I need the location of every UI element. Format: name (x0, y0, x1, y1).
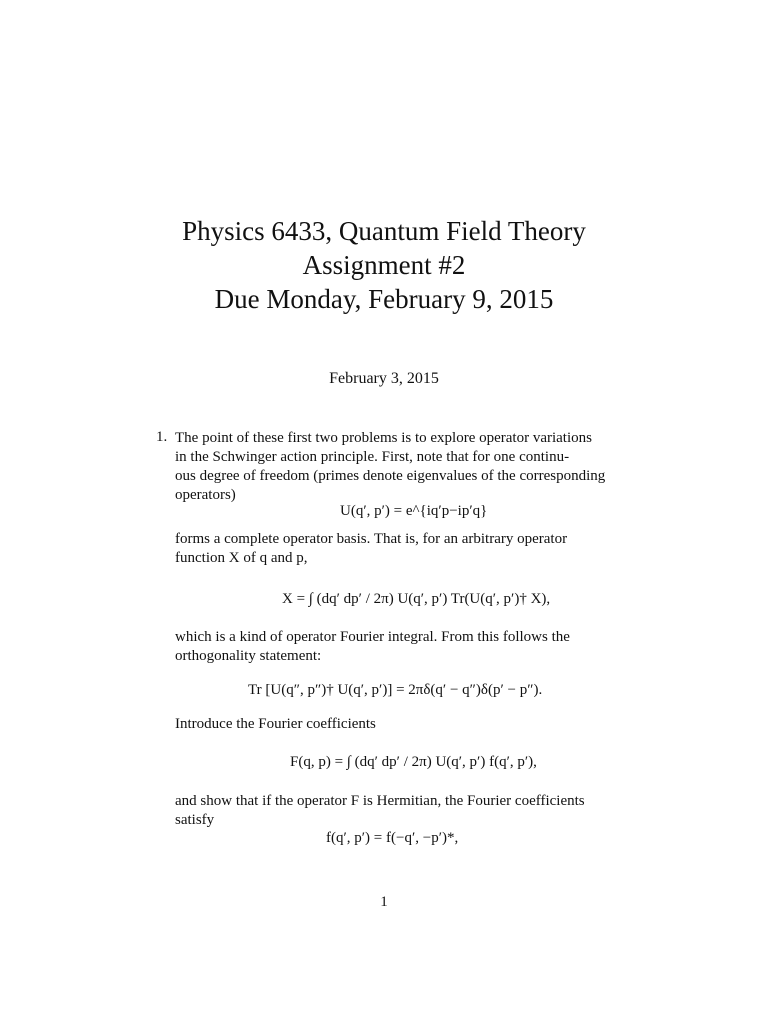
paragraph-basis (175, 530, 635, 568)
text-line: The point of these first two problems is to explore operator variations (175, 430, 592, 446)
paragraph-orthogonality (175, 628, 635, 666)
text-line: which is a kind of operator Fourier integral. From this follows the (175, 629, 570, 645)
problem-intro (175, 429, 635, 505)
text-line: forms a complete operator basis. That is, for an arbitrary operator (175, 531, 568, 547)
title-line-3: Due Monday, February 9, 2015 (214, 284, 554, 314)
text-line: and show that if the operator F is Hermitian, the Fourier coefficients (175, 793, 585, 809)
equation-orthogonality: Tr [U(q″, p″)† U(q′, p′)] = 2πδ(q′ − q″)δ(p′ − p″). (248, 682, 543, 698)
document-date: February 3, 2015 (329, 370, 439, 387)
title-line-1: Physics 6433, Quantum Field Theory (182, 216, 586, 246)
text-line: in the Schwinger action principle. First, note that for one continu- (175, 449, 570, 465)
equation-hermitian-condition: f(q′, p′) = f(−q′, −p′)*, (326, 830, 459, 846)
problem-number: 1. (156, 429, 168, 445)
title-line-2: Assignment #2 (302, 250, 466, 280)
page-number: 1 (380, 894, 388, 910)
equation-coefficients: F(q, p) = ∫ (dq′ dp′ / 2π) U(q′, p′) f(q′, p′), (290, 754, 537, 770)
text-line: satisfy (175, 812, 215, 828)
paragraph-hermitian (175, 792, 635, 830)
text-line: ous degree of freedom (primes denote eigenvalues of the corresponding (175, 468, 606, 484)
equation-basis: U(q′, p′) = e^{iq′p−ip′q} (340, 503, 488, 519)
text-line: orthogonality statement: (175, 648, 322, 664)
equation-fourier-expansion: X = ∫ (dq′ dp′ / 2π) U(q′, p′) Tr(U(q′, p′)† X), (282, 591, 551, 607)
text-line: operators) (175, 487, 236, 503)
paragraph-coefficients: Introduce the Fourier coefficients (175, 716, 376, 732)
text-line: function X of q and p, (175, 550, 308, 566)
